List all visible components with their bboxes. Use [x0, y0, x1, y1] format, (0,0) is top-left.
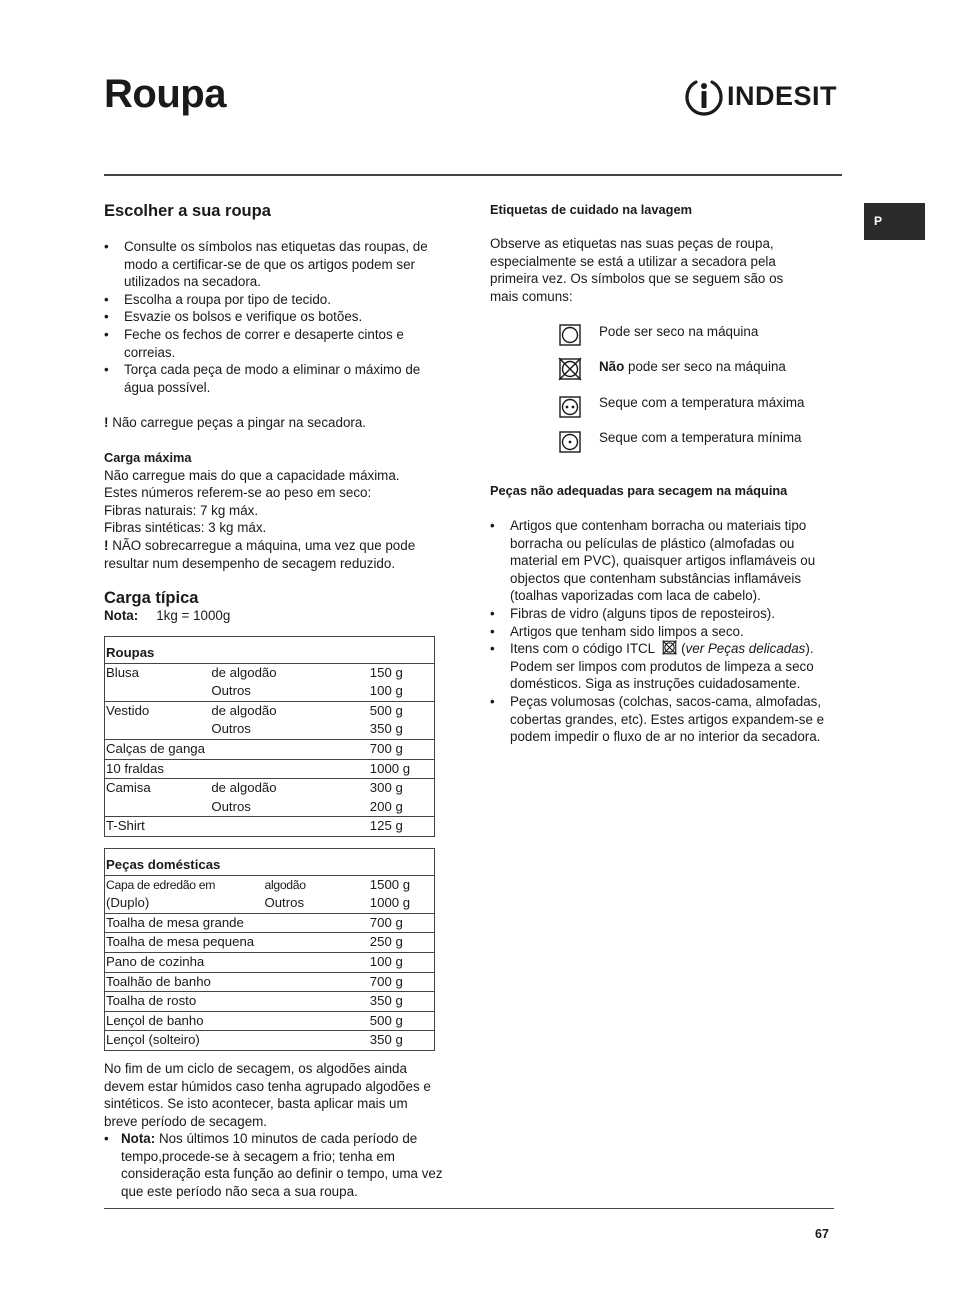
brand-logo [684, 76, 842, 116]
table-cell-item [105, 682, 210, 701]
max-load-line: Não carregue mais do que a capacidade máxima. [104, 467, 400, 483]
table-cell-weight: 200 g [369, 798, 403, 814]
bottom-divider [104, 1208, 834, 1209]
list-item: • Artigos que tenham sido limpos a seco. [490, 623, 835, 641]
no-tumble-dry-icon [558, 357, 582, 381]
table-row [105, 875, 435, 894]
table-row [105, 720, 435, 739]
care-labels-intro: Observe as etiquetas nas suas peças de roupa, especialmente se está a utilizar a secadora pela primeira vez. Os símbolos que se seguem são os mais comuns: [490, 236, 784, 304]
table-cell-weight: 500 g [369, 1011, 435, 1031]
table-cell-item: (Duplo) [106, 895, 150, 911]
max-load-heading: Carga máxima [104, 450, 192, 465]
warning-text: Não carregue peças a pingar na secadora. [108, 415, 367, 430]
itcl-no-tumble-dry-icon [662, 640, 677, 655]
table-cell-item: Calças de ganga [105, 739, 369, 759]
table-cell-type: Outros [211, 798, 251, 814]
table-cell-type: Outros [264, 895, 305, 911]
indesit-logo-icon [684, 76, 724, 116]
list-item: • Artigos que contenham borracha ou materiais tipo borracha ou películas de plástico (almofadas ou material em PVC), quaisquer artigos inflamáveis ou objectos que contenham substâncias inflamáveis (toalhas vaporizadas com laca de cabelo). [490, 517, 835, 605]
typical-load-note [104, 607, 444, 625]
table-cell-weight: 1500 g [369, 875, 435, 894]
table-row [105, 992, 435, 1012]
table-cell-weight: 100 g [369, 683, 403, 699]
tumble-dry-low-icon [558, 430, 582, 454]
max-load-line: Estes números referem-se ao peso em seco: [104, 485, 372, 501]
list-item: • Fibras de vidro (alguns tipos de reposteiros). [490, 605, 835, 623]
note-label: Nota: [104, 608, 139, 623]
table-row [105, 952, 435, 972]
table-row [105, 701, 435, 720]
table-cell-item [105, 798, 210, 817]
list-item [104, 1130, 444, 1200]
table-row [105, 933, 435, 953]
table-cell-item: T-Shirt [105, 817, 369, 836]
table-cell-weight: 125 g [369, 817, 435, 836]
table-cell-item: Capa de edredão em [105, 875, 263, 894]
language-tab [864, 203, 925, 240]
table-cell-weight: 250 g [369, 933, 435, 953]
table-cell-item: Toalhão de banho [105, 972, 369, 992]
list-item: • Peças volumosas (colchas, sacos-cama, almofadas, cobertas grandes, etc). Estes artigos expandem-se e podem impedir o fluxo de ar no interior da secadora. [490, 693, 835, 746]
list-item: • Escolha a roupa por tipo de tecido. [104, 291, 444, 309]
table-cell-type: Outros [211, 721, 251, 737]
table-cell-weight: 1000 g [369, 759, 435, 779]
table-cell-item: Lençol de banho [105, 1011, 369, 1031]
table-cell-weight: 700 g [369, 972, 435, 992]
table-cell-item: Camisa [105, 779, 210, 798]
table-cell-weight: 300 g [369, 779, 435, 798]
table-cell-weight: 1000 g [369, 895, 411, 911]
final-note-list [104, 1130, 444, 1200]
table-cell-weight: 350 g [369, 721, 403, 737]
section-heading-typical-load: Carga típica [104, 589, 199, 607]
max-load-line: Fibras naturais: 7 kg máx. [104, 502, 259, 518]
warning-text: NÃO sobrecarregue a máquina, uma vez que pode resultar num desempenho de secagem reduzido. [104, 537, 416, 571]
page-number: 67 [815, 1227, 829, 1241]
symbol-label: Pode ser seco na máquina [599, 324, 759, 339]
list-item: • Itens com o código ITCL (ver Peças delicadas). Podem ser limpos com produtos de limpeza a seco domésticos. Siga as instruções cuidadosamente. [490, 640, 835, 693]
list-item: • Feche os fechos de correr e desaperte cintos e correias. [104, 326, 444, 361]
symbol-label: Seque com a temperatura mínima [599, 430, 802, 445]
table-row [105, 972, 435, 992]
section-heading-choose-laundry: Escolher a sua roupa [104, 202, 271, 220]
table-title: Peças domésticas [106, 857, 221, 872]
list-item: • Consulte os símbolos nas etiquetas das roupas, de modo a certificar-se de que os artigos podem ser utilizados na secadora. [104, 238, 444, 291]
tumble-dry-icon [558, 323, 582, 347]
table-row [105, 682, 435, 701]
brand-name: INDESIT [727, 81, 838, 111]
table-cell-type: de algodão [210, 779, 368, 798]
table-row [105, 894, 435, 913]
list-item: • Esvazie os bolsos e verifique os botões. [104, 308, 444, 326]
table-cell-weight: 150 g [369, 663, 435, 682]
warning-mark: ! [104, 415, 109, 430]
table-cell-type: de algodão [210, 701, 368, 720]
symbol-label: Não pode ser seco na máquina [599, 359, 786, 374]
table-title: Roupas [106, 645, 155, 660]
max-load-section [104, 449, 444, 572]
unsuitable-items-heading: Peças não adequadas para secagem na máquina [490, 483, 788, 498]
table-cell-weight: 350 g [369, 992, 435, 1012]
note-value: 1kg = 1000g [156, 608, 231, 623]
unsuitable-items-list [490, 517, 835, 746]
table-row [105, 1011, 435, 1031]
table-row [105, 913, 435, 933]
household-table [104, 848, 435, 1051]
table-cell-weight: 350 g [369, 1031, 435, 1050]
warning-dripping [104, 414, 444, 432]
table-cell-item: Toalha de mesa pequena [105, 933, 369, 953]
page-title: Roupa [104, 72, 226, 116]
care-labels-heading: Etiquetas de cuidado na lavagem [490, 202, 692, 217]
table-cell-type: Outros [211, 683, 251, 699]
table-cell-item: 10 fraldas [105, 759, 369, 779]
max-load-line: Fibras sintéticas: 3 kg máx. [104, 520, 267, 536]
table-row [105, 779, 435, 798]
symbol-label: Seque com a temperatura máxima [599, 395, 805, 410]
tumble-dry-high-icon [558, 395, 582, 419]
note-text: Nos últimos 10 minutos de cada período de tempo,procede-se à secagem a frio; tenha em consideração esta função ao definir o tempo, uma vez que este período não seca a sua roupa. [121, 1131, 443, 1199]
list-item: • Torça cada peça de modo a eliminar o máximo de água possível. [104, 361, 444, 396]
table-cell-item: Pano de cozinha [105, 952, 369, 972]
table-cell-item: Lençol (solteiro) [105, 1031, 369, 1050]
top-divider [104, 174, 842, 176]
language-tab-label: P [874, 214, 883, 228]
table-row [105, 1031, 435, 1050]
table-cell-item: Toalha de mesa grande [105, 913, 369, 933]
table-row [105, 798, 435, 817]
max-load-warning [104, 537, 444, 572]
clothes-table [104, 636, 435, 837]
table-cell-item: Toalha de rosto [105, 992, 369, 1012]
table-cell-item: Vestido [105, 701, 210, 720]
table-cell-weight: 500 g [369, 701, 435, 720]
table-row [105, 739, 435, 759]
table-cell-type: algodão [263, 875, 368, 894]
choose-laundry-list [104, 238, 444, 396]
table-cell-weight: 100 g [369, 952, 435, 972]
table-cell-type: de algodão [210, 663, 368, 682]
table-cell-item [105, 720, 210, 739]
table-cell-item: Blusa [105, 663, 210, 682]
table-row [105, 817, 435, 836]
note-label: Nota: [121, 1131, 156, 1146]
table-cell-weight: 700 g [369, 913, 435, 933]
table-cell-weight: 700 g [369, 739, 435, 759]
end-of-cycle-paragraph: No fim de um ciclo de secagem, os algodões ainda devem estar húmidos caso tenha agrupado algodões e sintéticos. Se isto acontecer, basta aplicar mais um breve período de secagem. [104, 1061, 431, 1129]
table-row [105, 663, 435, 682]
table-row [105, 759, 435, 779]
warning-mark: ! [104, 537, 109, 553]
